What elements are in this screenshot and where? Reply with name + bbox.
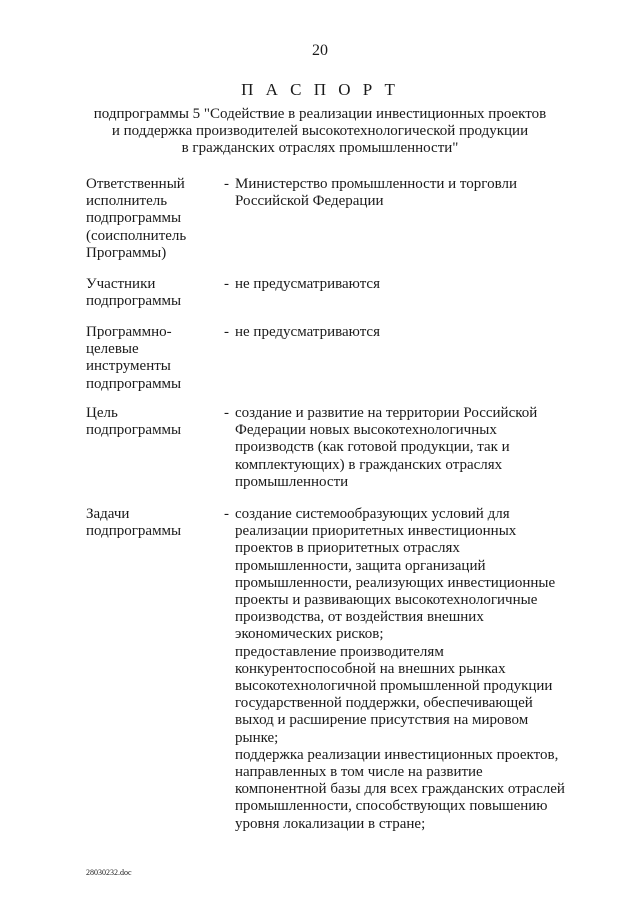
row-dash: - xyxy=(224,176,229,192)
document-subtitle xyxy=(80,106,560,157)
value-line: высокотехнологичной промышленной продукции xyxy=(235,678,553,695)
label-line: подпрограммы xyxy=(86,422,182,439)
label-line: Ответственный xyxy=(86,176,185,192)
value-line: выход и расширение присутствия на мировом xyxy=(235,712,529,729)
value-line: реализации приоритетных инвестиционных xyxy=(235,523,517,540)
row-label-instruments xyxy=(86,324,216,393)
value-line: конкурентоспособной на внешних рынках xyxy=(235,660,506,677)
value-line: комплектующих) в гражданских отраслях xyxy=(235,456,503,473)
value-line: предоставление производителям xyxy=(235,643,444,660)
value-line: промышленности, способствующих повышению xyxy=(235,798,548,815)
row-label-participants xyxy=(86,276,216,310)
label-line: подпрограммы xyxy=(86,375,182,392)
row-value-goal xyxy=(235,405,580,491)
document-title: П А С П О Р Т xyxy=(241,80,399,99)
value-line: промышленности xyxy=(235,473,349,490)
row-value-responsible xyxy=(235,176,580,210)
label-line: Программно- xyxy=(86,324,172,340)
value-line: Федерации новых высокотехнологичных xyxy=(235,422,497,439)
value-line: производств (как готовой продукции, так и xyxy=(235,439,510,456)
value-line: промышленности, защита организаций xyxy=(235,557,486,574)
row-dash: - xyxy=(224,276,229,292)
subtitle-line: подпрограммы 5 "Содействие в реализации инвестиционных проектов xyxy=(93,106,547,122)
row-dash: - xyxy=(224,405,229,421)
label-line: (соисполнитель xyxy=(86,227,187,244)
value-line: создание системообразующих условий для xyxy=(235,506,510,522)
label-line: подпрограммы xyxy=(86,210,182,227)
footer-filename: 28030232.doc xyxy=(86,868,132,877)
row-label-responsible xyxy=(86,176,216,262)
label-line: подпрограммы xyxy=(86,523,182,540)
value-line: проекты и развивающих высокотехнологичные xyxy=(235,592,538,609)
label-line: Задачи xyxy=(86,506,130,522)
subtitle-line: и поддержка производителей высокотехнологической продукции xyxy=(111,123,529,139)
row-label-goal xyxy=(86,405,216,439)
label-line: подпрограммы xyxy=(86,293,182,310)
value-line: создание и развитие на территории Российской xyxy=(235,405,538,421)
value-line: рынке; xyxy=(235,729,279,746)
value-line: не предусматриваются xyxy=(235,324,380,340)
value-line: Министерство промышленности и торговли xyxy=(235,176,517,192)
value-line: проектов в приоритетных отраслях xyxy=(235,540,460,557)
row-value-participants xyxy=(235,276,580,293)
label-line: Цель xyxy=(86,405,118,421)
row-label-tasks xyxy=(86,506,216,540)
label-line: исполнитель xyxy=(86,193,168,210)
value-line: компонентной базы для всех гражданских отраслей xyxy=(235,781,565,798)
label-line: инструменты xyxy=(86,358,171,375)
value-line: производства, от воздействия внешних xyxy=(235,609,484,626)
subtitle-line: в гражданских отраслях промышленности" xyxy=(181,140,459,156)
label-line: Программы) xyxy=(86,244,167,261)
label-line: Участники xyxy=(86,276,156,292)
row-value-tasks xyxy=(235,506,580,833)
value-line: Российской Федерации xyxy=(235,193,384,210)
row-value-instruments xyxy=(235,324,580,341)
value-line: не предусматриваются xyxy=(235,276,380,292)
value-line: промышленности, реализующих инвестиционные xyxy=(235,574,556,591)
value-line: уровня локализации в стране; xyxy=(235,815,426,832)
label-line: целевые xyxy=(86,341,139,358)
value-line: экономических рисков; xyxy=(235,626,384,643)
value-line: поддержка реализации инвестиционных проектов, xyxy=(235,746,559,763)
value-line: государственной поддержки, обеспечивающей xyxy=(235,695,533,712)
row-dash: - xyxy=(224,324,229,340)
row-dash: - xyxy=(224,506,229,522)
page-number: 20 xyxy=(312,42,328,59)
value-line: направленных в том числе на развитие xyxy=(235,764,483,781)
